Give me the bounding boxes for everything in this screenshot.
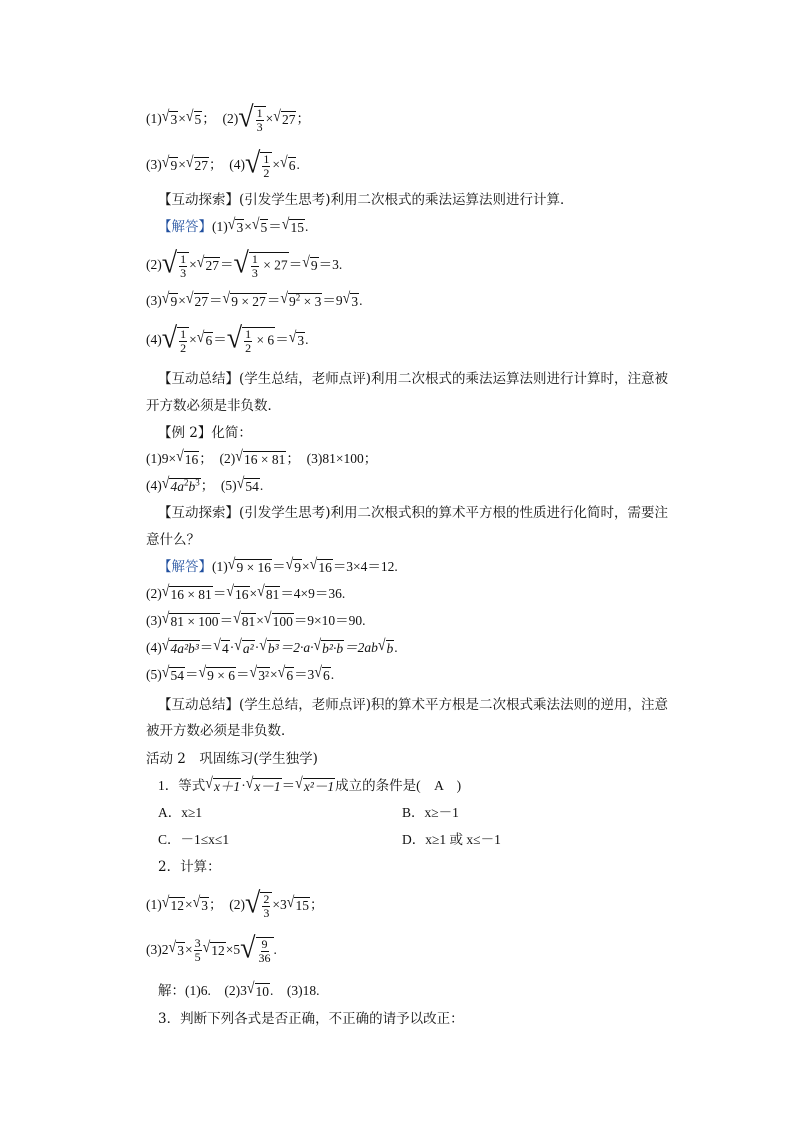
explore-1: 【互动探索】(引发学生思考)利用二次根式的乘法运算法则进行计算．	[158, 192, 574, 208]
explore-2-line-b: 意什么？	[146, 532, 200, 548]
sqrt: √ 5	[185, 108, 202, 128]
sqrt: √ 27	[273, 108, 296, 128]
example-2-line-1: (1)9× √ 16 ； (2) √ 16 × 81 ； (3)81×100；	[146, 448, 378, 468]
question-2-line-1: (1) √ 12 × √ 3 ； (2) √ $\frac{2}{3}$ ×3 √ 15 ；	[146, 887, 324, 920]
question-2-line-2: (3)2 √ 3 × $\frac{3}{5}$ √ 12 ×5 √ $\frac{9}{36}$ .	[146, 932, 277, 965]
option-d: D．x≥1 或 x≤－1	[402, 832, 501, 847]
answer-b-line-5: (5) √ 54 ＝ √ 9 × 6 ＝ √ 3² × √ 6 ＝3 √ 6 .	[146, 664, 335, 684]
summary-1-line-a: 【互动总结】(学生总结，老师点评)利用二次根式的乘法运算法则进行计算时，注意被	[158, 371, 669, 387]
example-2-line-2: (4) √ $4a^2b^3$ ； (5) √ 54 .	[146, 475, 264, 495]
option-b: B．x≥－1	[402, 805, 459, 820]
sqrt: √ 3	[161, 108, 178, 128]
problem-line-2: (3) √ 9 × √ 27 ； (4) √ $\frac{1}{2}$ × √ 6 .	[146, 147, 300, 180]
answer-b-line-1: 【解答】(1) √ 9 × 16 ＝ √ 9 × √ 16 ＝3×4＝12.	[158, 556, 398, 576]
answer-b-line-4: (4) √ 4a²b³ ＝ √ 4 · √ a² · √ b³ ＝2·a· √ b²·b ＝2ab √ b .	[146, 637, 398, 657]
explore-2-line-a: 【互动探索】(引发学生思考)利用二次根式积的算术平方根的性质进行化简时，需要注	[158, 505, 669, 521]
answer-line-2: (2) √ $\frac{1}{3}$ × √ 27 ＝ √ $\frac{1}{3}$ × 27 ＝ √ 9 ＝3.	[146, 247, 343, 280]
summary-1-line-b: 开方数必须是非负数．	[146, 398, 281, 414]
activity-2-title: 活动 2 巩固练习(学生独学)	[146, 751, 318, 767]
sqrt: √ 9	[161, 154, 178, 174]
answer-b-line-3: (3) √ 81 × 100 ＝ √ 81 × √ 100 ＝9×10＝90.	[146, 610, 366, 630]
question-3: 3．判断下列各式是否正确，不正确的请予以改正：	[158, 1011, 464, 1027]
question-2: 2．计算：	[158, 859, 221, 875]
sqrt: √ 6	[280, 154, 296, 174]
answer-label: 【解答】	[158, 219, 212, 234]
label: (1)	[146, 111, 162, 126]
sqrt-fraction: √ $\frac{1}{3}$	[238, 106, 265, 134]
option-c: C．－1≤x≤1	[158, 832, 230, 847]
answer-b-line-2: (2) √ 16 × 81 ＝ √ 16 × √ 81 ＝4×9＝36.	[146, 583, 346, 603]
question-1: 1．等式 √ x＋1 · √ x－1 ＝ √ x²－1 成立的条件是( A )	[158, 775, 462, 795]
answer-line-4: (4) √ $\frac{1}{2}$ × √ 6 ＝ √ $\frac{1}{2}$ × 6 ＝ √ 3 .	[146, 322, 309, 355]
solution: 解：(1)6. (2)3 √ 10 . (3)18.	[158, 980, 320, 1000]
answer-line-1: 【解答】(1) √ 3 × √ 5 ＝ √ 15 .	[158, 216, 309, 236]
answer-line-3: (3) √ 9 × √ 27 ＝ √ 9 × 27 ＝ √ $9^2 \times 3$ ＝9 √ 3 .	[146, 290, 363, 310]
option-a: A．x≥1	[158, 805, 203, 820]
example-2-title: 【例 2】化简：	[158, 425, 252, 441]
summary-2-line-a: 【互动总结】(学生总结，老师点评)积的算术平方根是二次根式乘法法则的逆用，注意	[158, 697, 669, 713]
problem-line-1: (1) √ 3 × √ 5 ； (2) √ $\frac{1}{3}$ × √ 27 ；	[146, 101, 310, 134]
sqrt-fraction: √ $\frac{1}{2}$	[245, 152, 272, 180]
summary-2-line-b: 被开方数必须是非负数．	[146, 723, 295, 739]
sqrt: √ 27	[185, 154, 208, 174]
